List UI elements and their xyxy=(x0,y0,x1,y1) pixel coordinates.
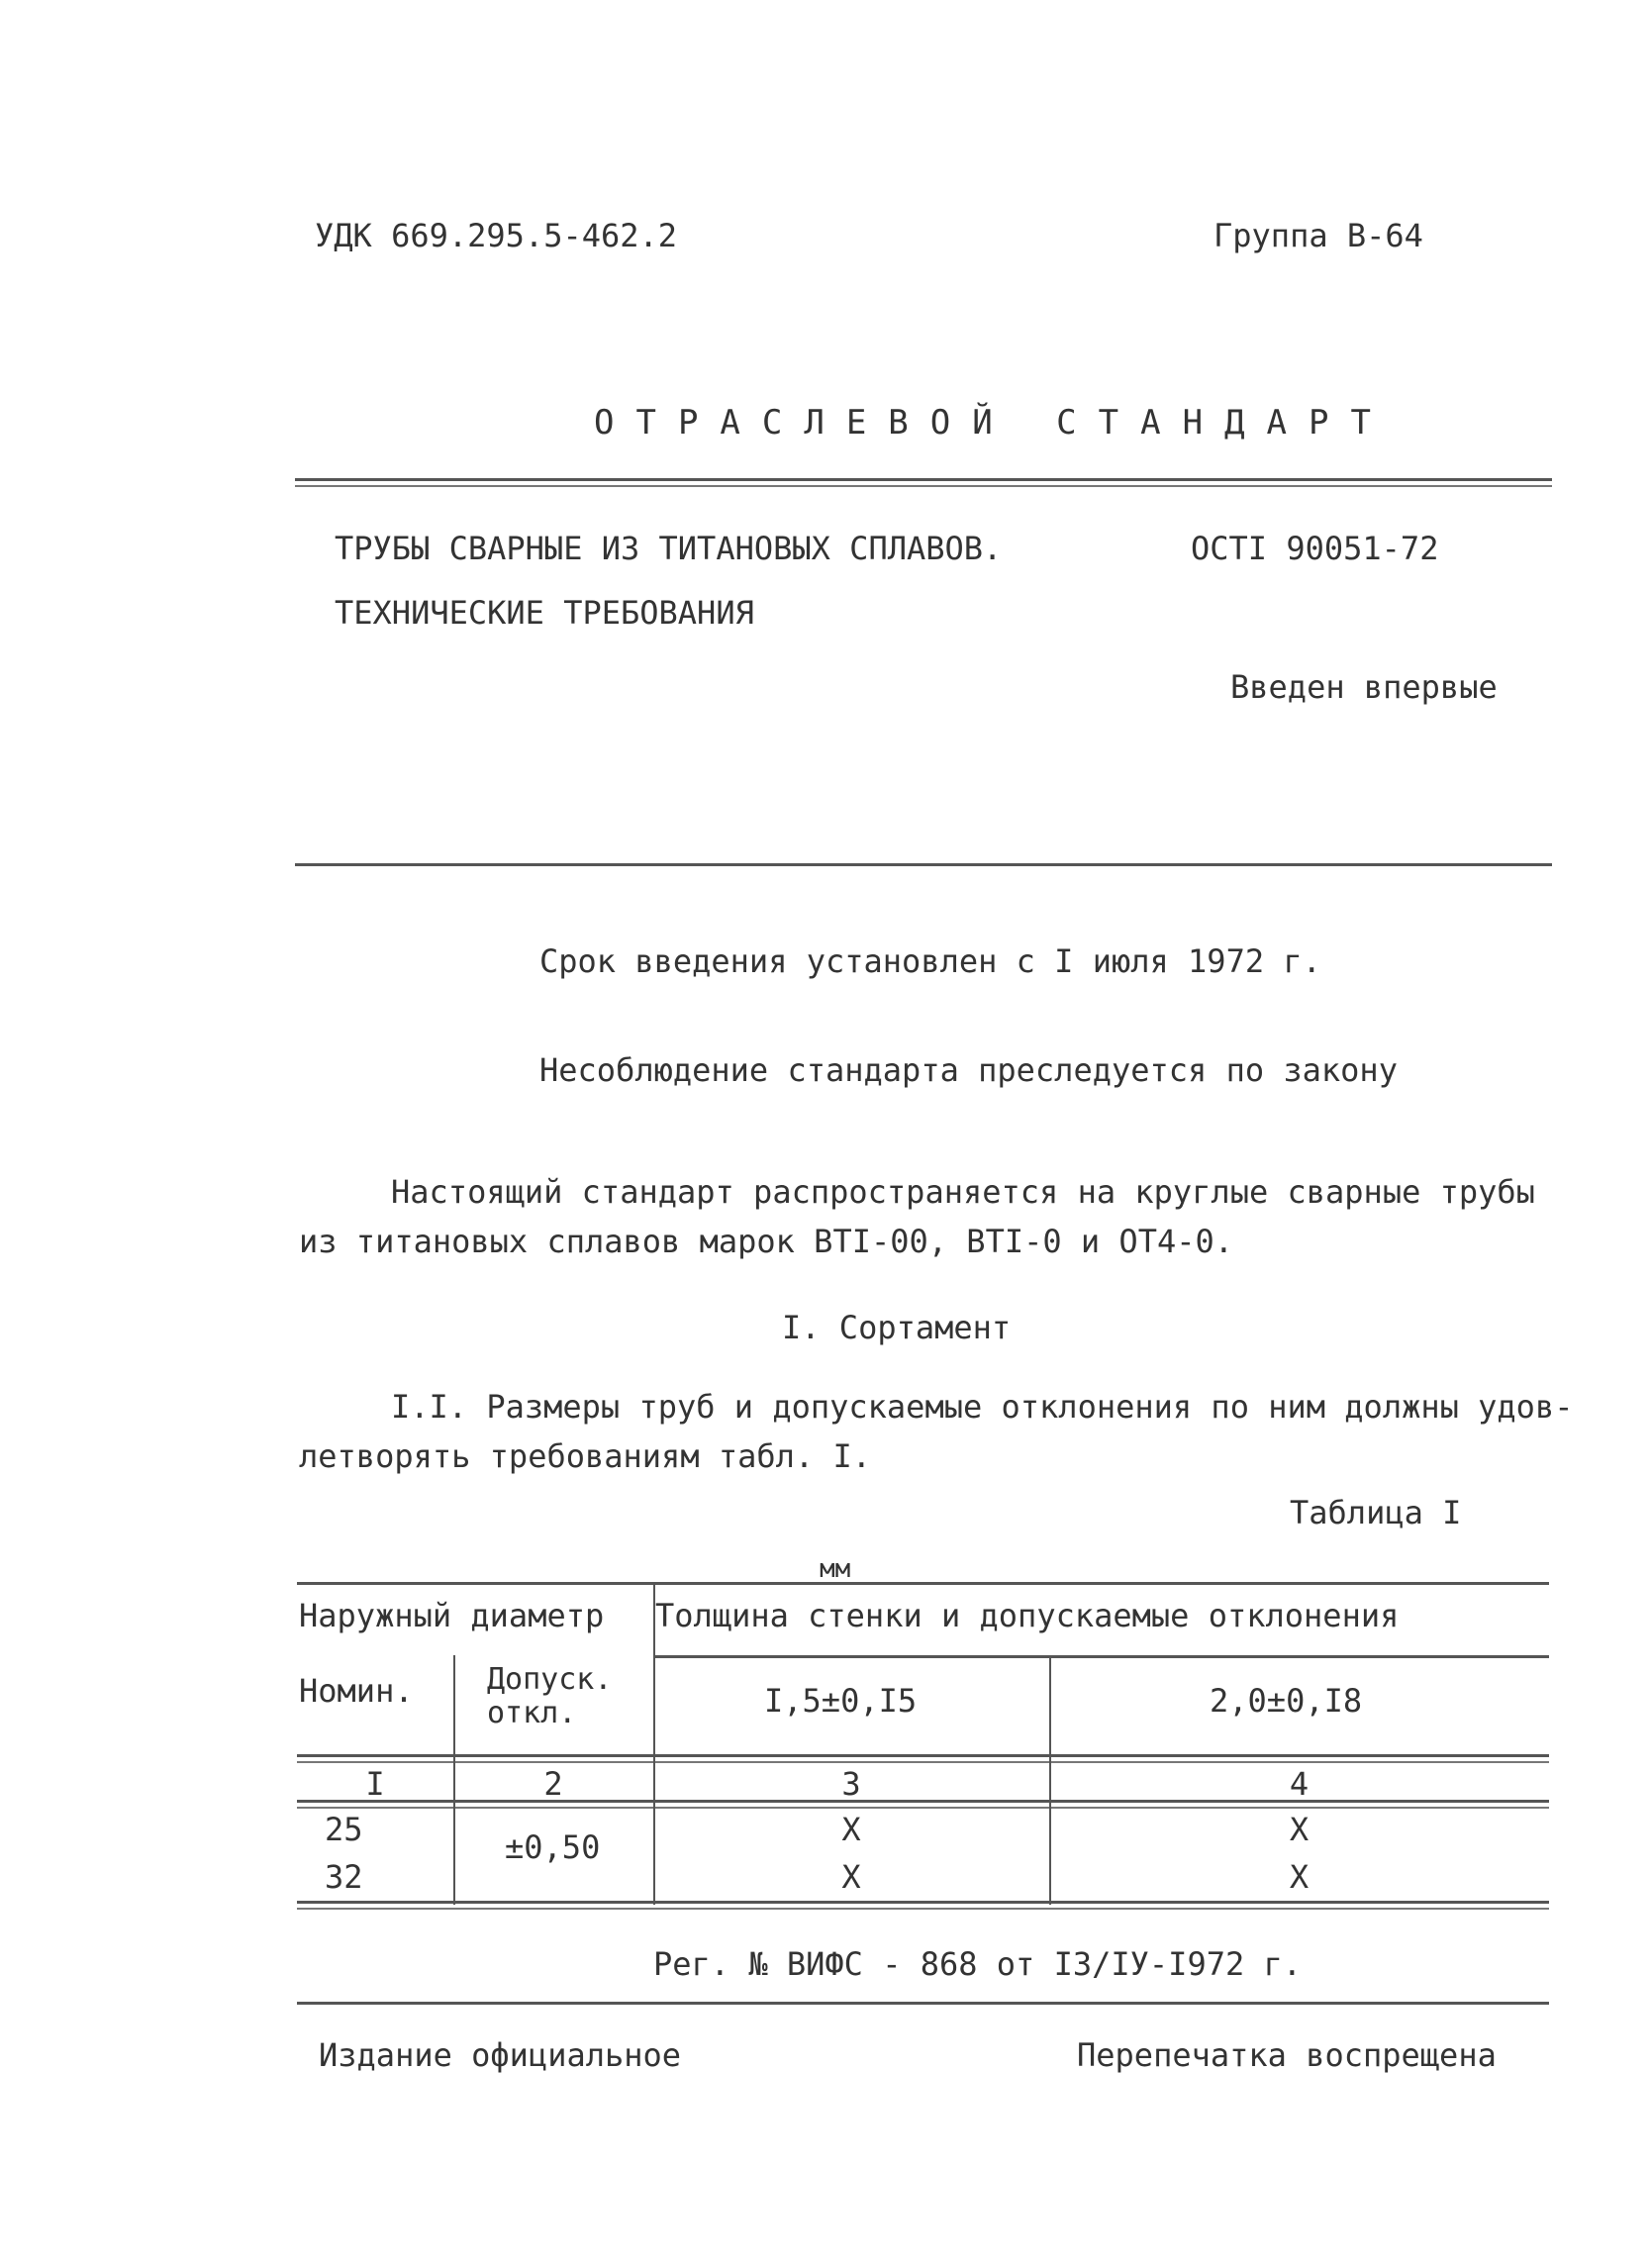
clause-line-1: I.I. Размеры труб и допускаемые отклонения по ним должны удов- xyxy=(391,1388,1574,1426)
subheader-wall-1: I,5±0,I5 xyxy=(764,1682,918,1720)
table-subheader-divider xyxy=(297,1754,1549,1763)
udk-code: УДК 669.295.5-462.2 xyxy=(315,217,678,254)
subheader-nominal: Номин. xyxy=(299,1672,414,1710)
col-number-1: I xyxy=(365,1765,385,1803)
subheader-tolerance-line-1: Допуск. xyxy=(487,1662,613,1697)
tolerance-value: ±0,50 xyxy=(505,1828,601,1866)
subject-line-1: ТРУБЫ СВАРНЫЕ ИЗ ТИТАНОВЫХ СПЛАВОВ. xyxy=(335,530,1003,567)
law-notice: Несоблюдение стандарта преследуется по закону xyxy=(539,1051,1398,1089)
subject-line-2: ТЕХНИЧЕСКИЕ ТРЕБОВАНИЯ xyxy=(335,594,754,632)
footer-official: Издание официальное xyxy=(319,2036,682,2074)
table-top-border xyxy=(297,1582,1549,1585)
col-number-3: 3 xyxy=(841,1765,861,1803)
subject-divider xyxy=(295,863,1552,866)
col-number-2: 2 xyxy=(543,1765,563,1803)
col-number-4: 4 xyxy=(1289,1765,1310,1803)
footer-reprint: Перепечатка воспрещена xyxy=(1077,2036,1497,2074)
row-2-col-3: X xyxy=(841,1858,861,1896)
row-2-nominal: 32 xyxy=(325,1858,363,1896)
introduced-note: Введен впервые xyxy=(1230,668,1498,706)
row-1-col-4: X xyxy=(1289,1811,1310,1848)
effective-date: Срок введения установлен с I июля 1972 г. xyxy=(539,942,1321,980)
header-outer-diameter: Наружный диаметр xyxy=(299,1597,605,1634)
clause-line-2: летворять требованиям табл. I. xyxy=(299,1437,871,1475)
table-numbers-divider xyxy=(297,1800,1549,1809)
subheader-tolerance-line-2: откл. xyxy=(487,1696,577,1730)
registration-number: Рег. № ВИФС - 868 от I3/IУ-I972 г. xyxy=(653,1945,1303,1983)
subheader-wall-2: 2,0±0,I8 xyxy=(1210,1682,1363,1720)
row-1-nominal: 25 xyxy=(325,1811,363,1848)
scope-line-2: из титановых сплавов марок ВТI-00, ВТI-0 и ОТ4-0. xyxy=(299,1223,1234,1260)
table-header-divider xyxy=(653,1655,1549,1658)
header-wall-thickness: Толщина стенки и допускаемые отклонения xyxy=(655,1597,1400,1634)
standard-code: ОСТI 90051-72 xyxy=(1191,530,1439,567)
table-bottom-border xyxy=(297,1901,1549,1910)
row-2-col-4: X xyxy=(1289,1858,1310,1896)
group-code: Группа В-64 xyxy=(1213,217,1423,254)
scope-line-1: Настоящий стандарт распространяется на круглые сварные трубы xyxy=(391,1173,1535,1211)
table-unit: мм xyxy=(820,1554,851,1584)
document-title: ОТРАСЛЕВОЙ СТАНДАРТ xyxy=(594,403,1393,443)
title-divider xyxy=(295,478,1552,487)
row-1-col-3: X xyxy=(841,1811,861,1848)
footer-divider xyxy=(297,2002,1549,2005)
table-caption: Таблица I xyxy=(1290,1494,1462,1531)
section-title: I. Сортамент xyxy=(782,1309,1012,1346)
